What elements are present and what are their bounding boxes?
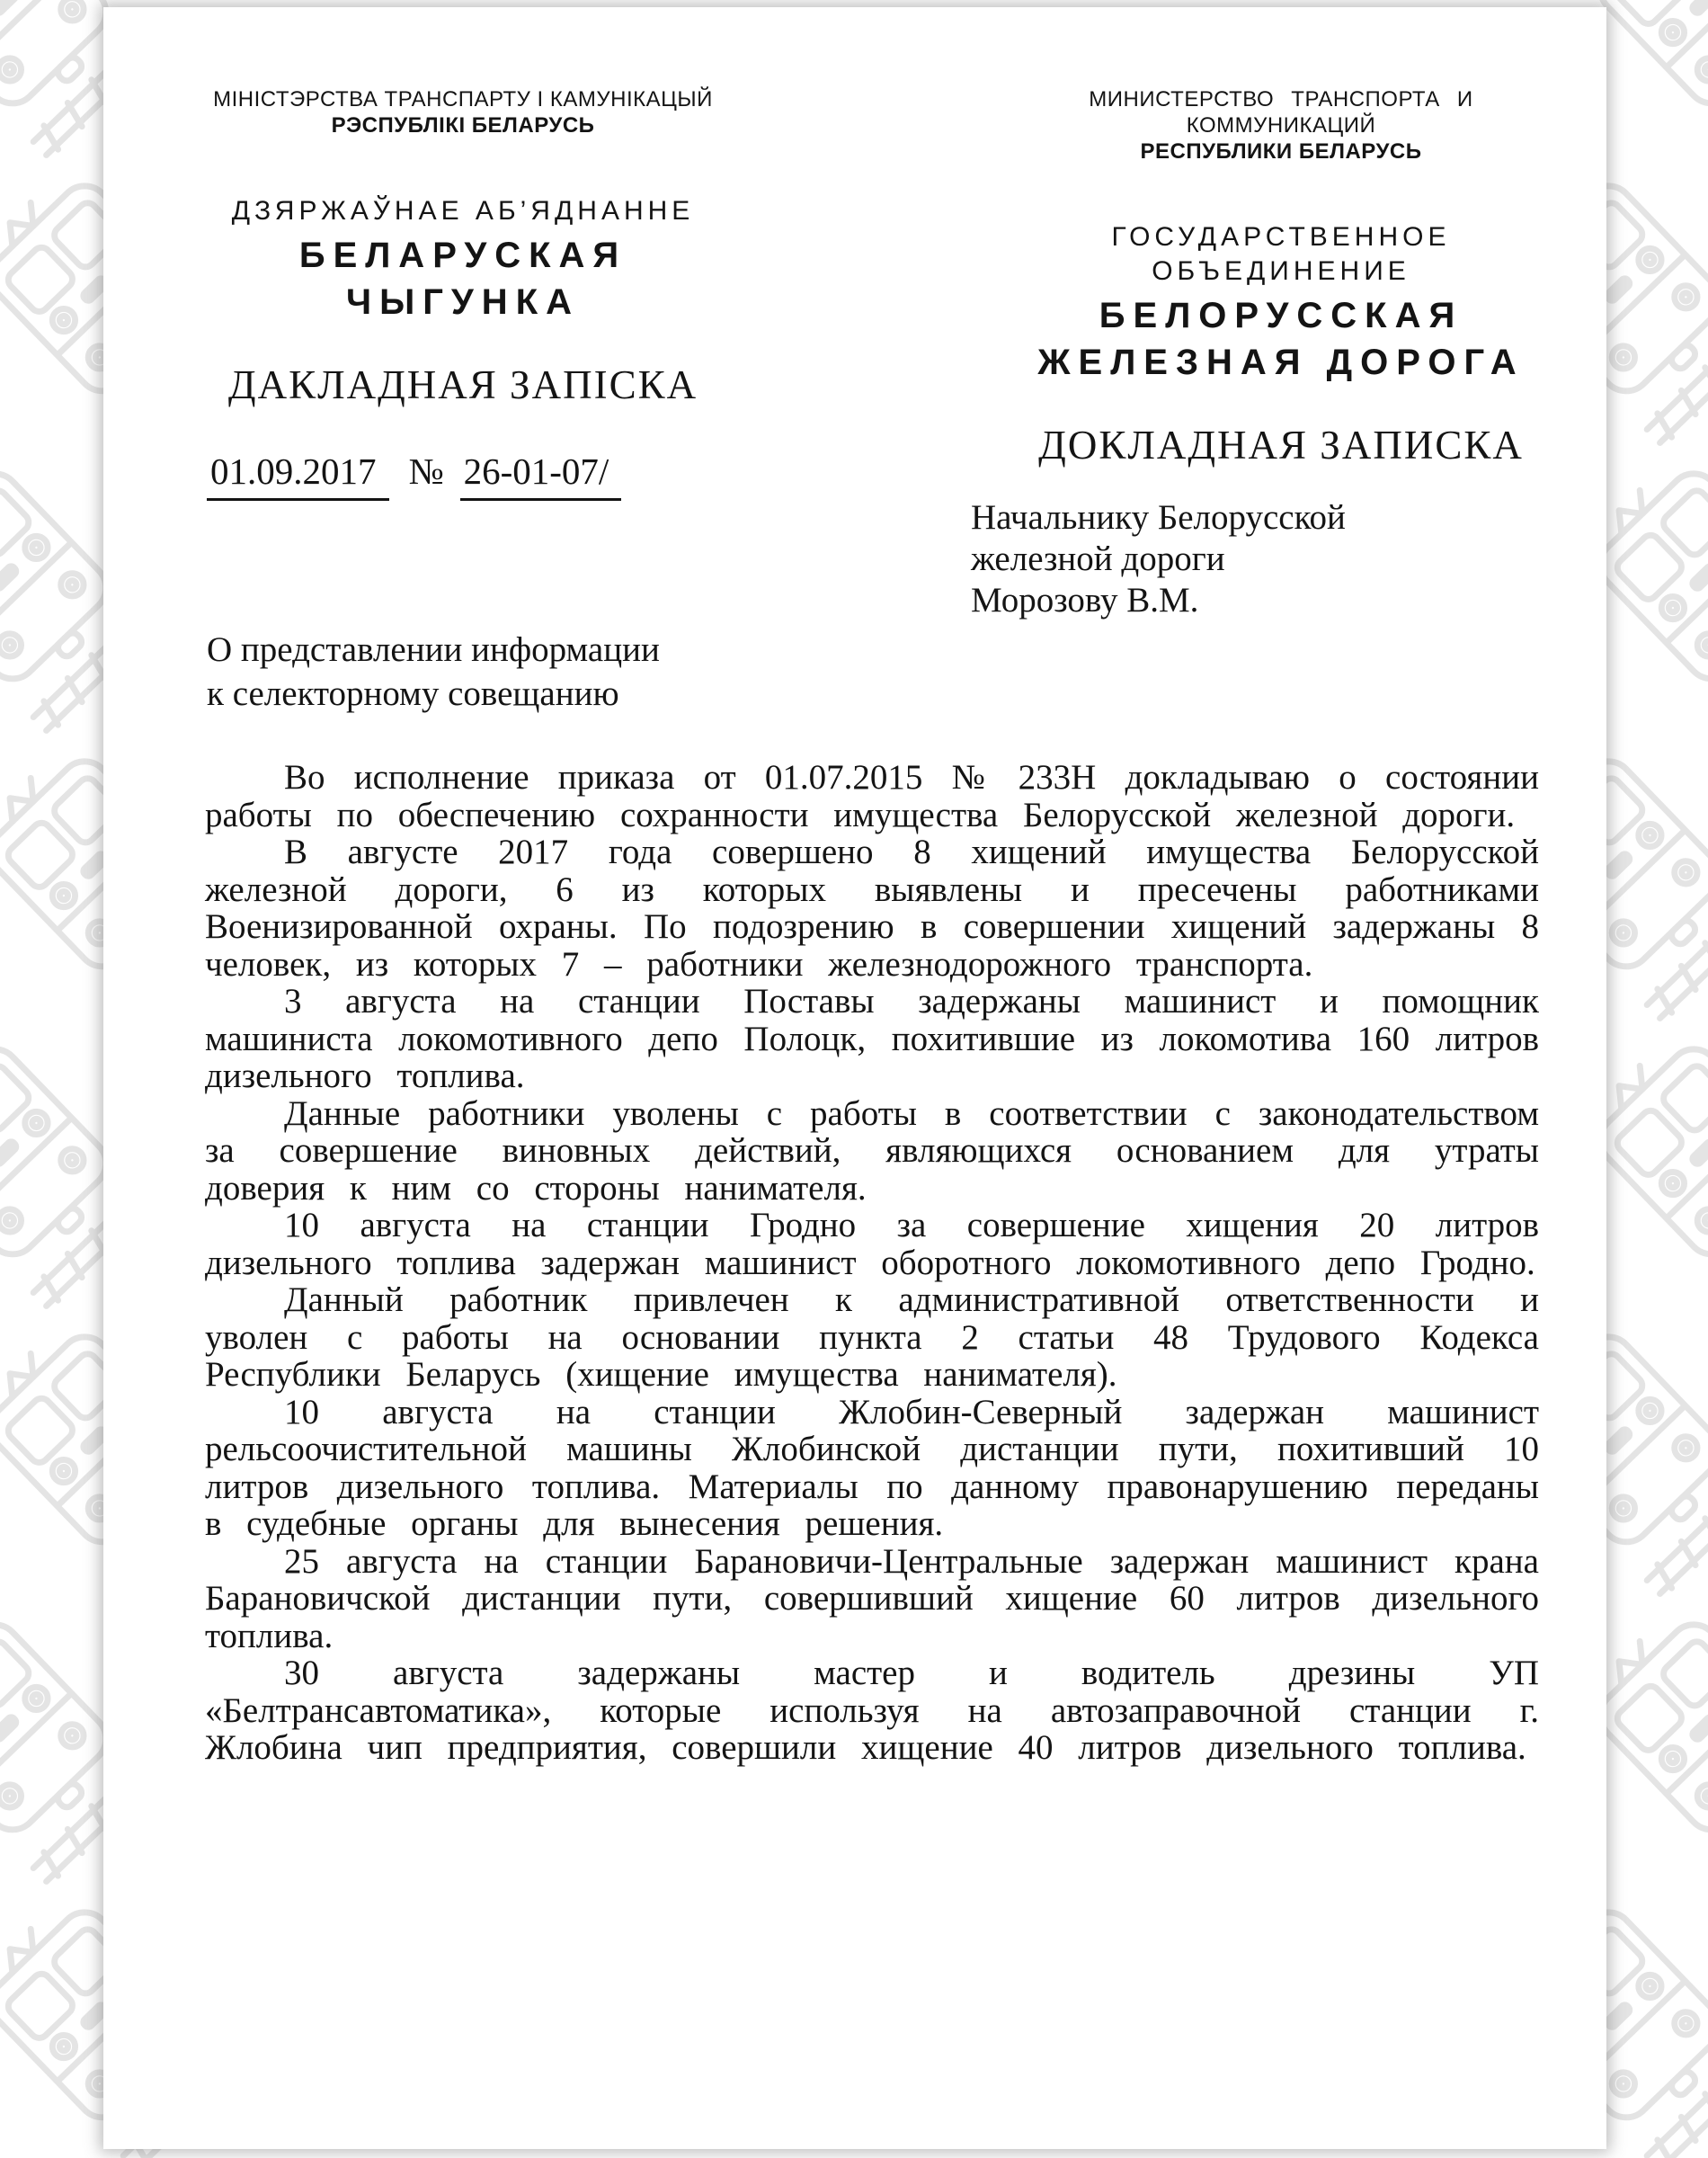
document-page bbox=[103, 7, 1606, 2149]
document-type-by: ДАКЛАДНАЯ ЗАПІСКА bbox=[227, 362, 698, 407]
reference-line bbox=[207, 450, 621, 501]
addressee-line: Начальнику Белорусской bbox=[971, 498, 1346, 537]
body-paragraph: В августе 2017 года совершено 8 хищений имущества Белорусской железной дороги, 6 из которых выявлены и пресечены работниками Военизированной охраны. По подозрению в совершении хищений задержаны 8 человек, из которых 7 – работники железнодорожного транспорта. bbox=[205, 833, 1539, 984]
organization-name-by bbox=[193, 232, 733, 325]
republic-name-ru: РЕСПУБЛИКИ БЕЛАРУСЬ bbox=[1140, 139, 1422, 164]
body-paragraph: Данный работник привлечен к административной ответственности и уволен с работы на основании пункта 2 статьи 48 Трудового Кодекса Республики Беларусь (хищение имущества нанимателя). bbox=[205, 1280, 1539, 1394]
document-type-ru: ДОКЛАДНАЯ ЗАПИСКА bbox=[1038, 423, 1524, 468]
subject-block bbox=[207, 628, 660, 716]
association-name-ru: ГОСУДАРСТВЕННОЕ ОБЪЕДИНЕНИЕ bbox=[1111, 222, 1451, 286]
document-body bbox=[205, 759, 1539, 1767]
republic-name-by: РЭСПУБЛІКІ БЕЛАРУСЬ bbox=[331, 113, 595, 138]
body-paragraph: 25 августа на станции Барановичи-Центральные задержан машинист крана Барановичской дистанции пути, совершивший хищение 60 литров дизельного топлива. bbox=[205, 1541, 1539, 1655]
organization-name-ru bbox=[1011, 292, 1551, 386]
body-paragraph: 3 августа на станции Поставы задержаны машинист и помощник машиниста локомотивного депо Полоцк, похитившие из локомотива 160 литров дизельного топлива. bbox=[205, 982, 1539, 1095]
document-number: 26-01-07/ bbox=[460, 450, 622, 501]
organization-line2-ru: ЖЕЛЕЗНАЯ ДОРОГА bbox=[1037, 343, 1525, 382]
organization-line1-by: БЕЛАРУСКАЯ bbox=[298, 236, 627, 275]
subject-line: к селекторному совещанию bbox=[207, 674, 619, 713]
letterhead-belarusian bbox=[193, 86, 733, 408]
body-paragraph: 10 августа на станции Жлобин-Северный задержан машинист рельсоочистительной машины Жлобинской дистанции пути, похитивший 10 литров дизельного топлива. Материалы по данному правонарушению переданы в судебные органы для вынесения решения. bbox=[205, 1392, 1539, 1543]
ministry-name-ru: МИНИСТЕРСТВО ТРАНСПОРТА И КОММУНИКАЦИЙ bbox=[1089, 87, 1473, 138]
letterhead-russian bbox=[1011, 86, 1551, 468]
body-paragraph: Во исполнение приказа от 01.07.2015 № 233Н докладываю о состоянии работы по обеспечению сохранности имущества Белорусской железной дороги. bbox=[205, 758, 1539, 834]
addressee-block bbox=[971, 497, 1346, 621]
addressee-line: железной дороги bbox=[971, 540, 1225, 578]
addressee-line: Морозову В.М. bbox=[971, 581, 1199, 620]
body-paragraph: 10 августа на станции Гродно за совершение хищения 20 литров дизельного топлива задержан машинист оборотного локомотивного депо Гродно. bbox=[205, 1206, 1539, 1282]
document-date: 01.09.2017 bbox=[207, 450, 389, 501]
body-paragraph: Данные работники уволены с работы в соответствии с законодательством за совершение виновных действий, являющихся основанием для утраты доверия к ним со стороны нанимателя. bbox=[205, 1093, 1539, 1208]
association-name-by: ДЗЯРЖАЎНАЕ АБ’ЯДНАННЕ bbox=[231, 196, 695, 226]
organization-line2-by: ЧЫГУНКА bbox=[345, 282, 580, 322]
ministry-name-by: МІНІСТЭРСТВА ТРАНСПАРТУ І КАМУНІКАЦЫЙ bbox=[213, 87, 713, 111]
organization-line1-ru: БЕЛОРУССКАЯ bbox=[1099, 296, 1463, 335]
subject-line: О представлении информации bbox=[207, 630, 660, 669]
number-sign: № bbox=[408, 450, 444, 492]
body-paragraph: 30 августа задержаны мастер и водитель дрезины УП «Белтрансавтоматика», которые используя на автозаправочной станции г. Жлобина чип предприятия, совершили хищение 40 литров дизельного топлива. bbox=[205, 1654, 1539, 1767]
